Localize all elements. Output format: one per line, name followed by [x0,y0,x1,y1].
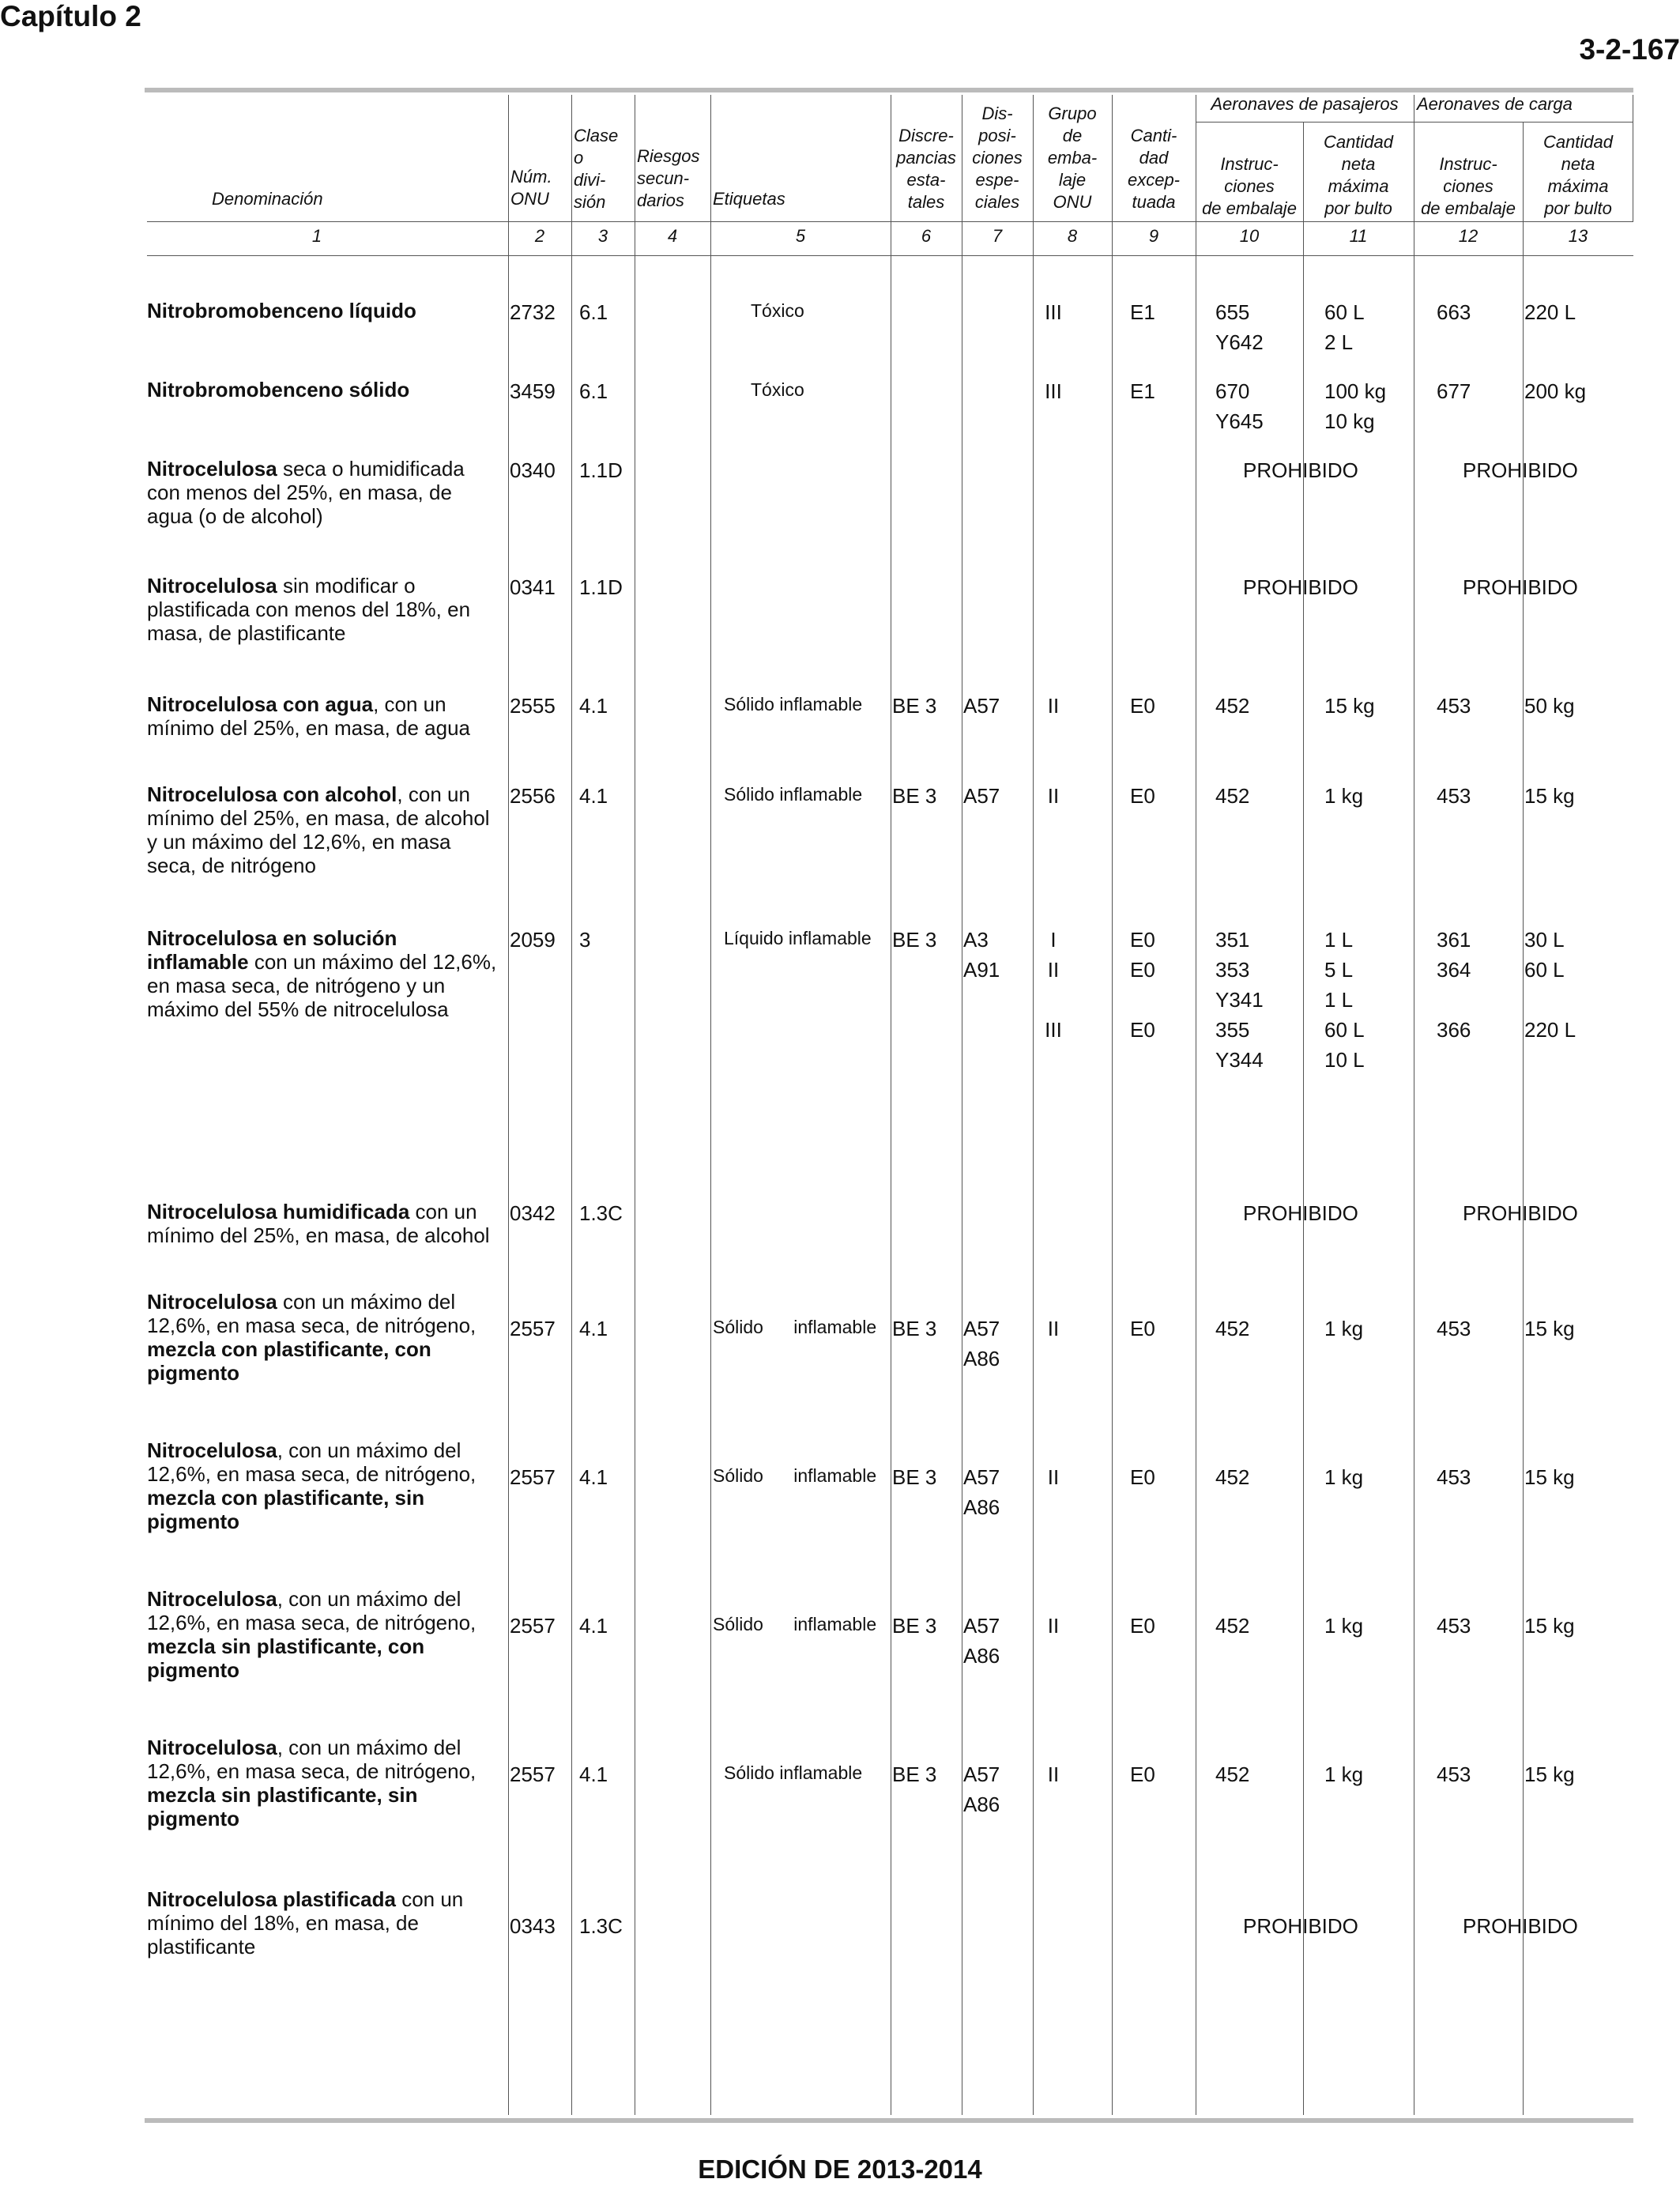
header-aeronaves-carga: Aeronaves de carga [1417,94,1573,114]
row-cantidad-carga-value: 15 kg [1524,1317,1575,1340]
column-number: 2 [534,226,545,246]
row-discrepancias: BE 3 [892,1465,937,1489]
row-disposiciones-value: A86 [963,1793,1000,1816]
row-cantidad-pasajeros [1324,1317,1363,1347]
row-cantidad-exceptuada-value: E0 [1130,784,1155,808]
row-disposiciones-value: A91 [963,958,1000,982]
row-clase: 3 [579,928,591,952]
row-instrucciones-pasajeros [1215,928,1264,1078]
row-discrepancias: BE 3 [892,1317,937,1340]
row-num-onu: 0342 [510,1201,556,1225]
row-cantidad-exceptuada-value: E1 [1130,300,1155,324]
header-discrepancias: Discre- pancias esta- tales [896,126,956,212]
denominacion-part: Nitrobromobenceno sólido [147,378,410,401]
row-clase: 4.1 [579,694,608,718]
row-disposiciones-value: A57 [963,1762,1000,1786]
row-cantidad-pasajeros-value: 1 L [1324,928,1354,952]
row-instrucciones-pasajeros-value: 670 [1215,379,1250,403]
row-instrucciones-carga-value: 453 [1437,1614,1471,1638]
row-cantidad-exceptuada [1130,928,1155,1048]
row-cantidad-pasajeros [1324,300,1365,360]
header-cantidad-carga: Cantidad neta máxima por bulto [1543,132,1614,218]
row-cantidad-pasajeros-value: 1 kg [1324,1614,1364,1638]
prohibido-pasajeros: PROHIBIDO [1243,458,1358,482]
row-grupo [1033,928,1074,1048]
denominacion-part: mezcla con plastificante, con pigmento [147,1337,431,1385]
col-divider [1303,122,1304,2115]
row-instrucciones-carga-value: 364 [1437,958,1471,982]
row-cantidad-exceptuada-value [1130,988,1155,1018]
row-grupo-value: III [1045,300,1062,324]
header-instrucciones-pasajeros: Instruc- ciones de embalaje [1202,154,1297,218]
column-number: 10 [1239,226,1260,246]
row-cantidad-carga [1524,694,1575,724]
row-clase: 6.1 [579,300,608,324]
prohibido-pasajeros: PROHIBIDO [1243,575,1358,599]
row-num-onu: 2556 [510,784,556,808]
header-aeronaves-pasajeros: Aeronaves de pasajeros [1211,94,1399,114]
col-divider [508,95,509,2115]
prohibido-pasajeros: PROHIBIDO [1243,1914,1358,1938]
row-cantidad-exceptuada [1130,379,1155,409]
edition-footer: EDICIÓN DE 2013-2014 [698,2154,982,2184]
header-num-onu: Núm. ONU [510,167,552,209]
denominacion-part: Nitrocelulosa en solución inflamable [147,926,397,974]
row-grupo-value: II [1047,958,1060,982]
bottom-rule [145,2118,1633,2123]
column-number: 4 [667,226,678,246]
row-denominacion [147,1736,503,1830]
row-cantidad-pasajeros-value: 10 L [1324,1048,1365,1072]
row-cantidad-pasajeros-value: 1 kg [1324,1465,1364,1489]
row-instrucciones-pasajeros-value: 452 [1215,1614,1250,1638]
row-cantidad-exceptuada-value: E0 [1130,1018,1155,1042]
row-disposiciones-value: A86 [963,1644,1000,1668]
header-instrucciones-carga: Instruc- ciones de embalaje [1421,154,1516,218]
row-disposiciones [963,784,1000,814]
row-instrucciones-carga-value: 453 [1437,1465,1471,1489]
row-cantidad-carga [1524,784,1575,814]
row-disposiciones-value: A57 [963,1614,1000,1638]
column-number: 7 [992,226,1003,246]
row-cantidad-carga-value: 220 L [1524,1018,1576,1042]
row-disposiciones [963,928,1000,988]
row-instrucciones-pasajeros [1215,784,1249,814]
column-number: 13 [1568,226,1588,246]
row-grupo-value: II [1047,784,1060,808]
row-disposiciones-value: A57 [963,784,1000,808]
row-instrucciones-carga [1437,379,1471,409]
row-cantidad-carga [1524,1762,1575,1793]
prohibido-carga: PROHIBIDO [1463,458,1578,482]
header-disposiciones: Dis- posi- ciones espe- ciales [972,104,1023,212]
row-grupo [1033,300,1074,330]
row-cantidad-exceptuada [1130,784,1155,814]
row-num-onu: 2557 [510,1317,556,1340]
row-instrucciones-carga [1437,1317,1471,1347]
row-grupo [1033,1762,1074,1793]
row-denominacion [147,926,503,1021]
group-divider [1196,122,1633,123]
header-clase: Clase o divi- sión [574,126,619,212]
row-cantidad-carga [1524,300,1576,330]
row-cantidad-pasajeros [1324,784,1363,814]
row-cantidad-exceptuada-value: E0 [1130,1762,1155,1786]
row-instrucciones-carga [1437,694,1471,724]
row-denominacion [147,457,503,528]
row-discrepancias: BE 3 [892,1614,937,1638]
row-grupo-value: II [1047,1762,1060,1786]
row-instrucciones-carga-value: 453 [1437,1317,1471,1340]
row-instrucciones-pasajeros-value: 353 [1215,958,1250,982]
row-etiquetas: Líquido inflamable [724,928,872,948]
row-instrucciones-carga [1437,928,1471,1048]
row-disposiciones-value: A57 [963,1465,1000,1489]
header-cantidad-pasajeros: Cantidad neta máxima por bulto [1323,132,1394,218]
row-instrucciones-pasajeros-value: Y344 [1215,1048,1264,1072]
denominacion-part: mezcla sin plastificante, sin pigmento [147,1783,418,1830]
row-instrucciones-pasajeros [1215,300,1264,360]
row-disposiciones [963,694,1000,724]
prohibido-carga: PROHIBIDO [1463,1914,1578,1938]
row-clase: 1.3C [579,1914,623,1938]
row-cantidad-exceptuada-value: E0 [1130,1317,1155,1340]
row-instrucciones-pasajeros-value: Y341 [1215,988,1264,1012]
top-rule [145,88,1633,92]
row-cantidad-pasajeros-value: 1 kg [1324,1317,1364,1340]
row-cantidad-pasajeros-value: 1 kg [1324,784,1364,808]
row-instrucciones-pasajeros-value: 452 [1215,694,1250,718]
row-instrucciones-carga-value [1437,988,1471,1018]
header-grupo: Grupo de emba- laje ONU [1047,104,1098,212]
row-clase: 6.1 [579,379,608,403]
row-instrucciones-carga [1437,1614,1471,1644]
row-clase: 1.1D [579,575,623,599]
row-grupo-value [1033,988,1074,1018]
row-num-onu: 0340 [510,458,556,482]
denominacion-part: Nitrocelulosa [147,1290,277,1314]
row-instrucciones-pasajeros-value: 452 [1215,1465,1250,1489]
row-cantidad-carga [1524,1614,1575,1644]
row-num-onu: 2732 [510,300,556,324]
row-denominacion [147,782,503,877]
prohibido-pasajeros: PROHIBIDO [1243,1201,1358,1225]
column-number: 3 [597,226,608,246]
row-clase: 4.1 [579,1762,608,1786]
row-grupo [1033,1317,1074,1347]
row-instrucciones-carga [1437,1465,1471,1495]
row-cantidad-pasajeros [1324,1465,1363,1495]
row-cantidad-exceptuada [1130,1465,1155,1495]
row-cantidad-exceptuada-value: E0 [1130,1614,1155,1638]
row-discrepancias: BE 3 [892,1762,937,1786]
denominacion-part: Nitrocelulosa plastificada [147,1887,396,1911]
row-cantidad-carga-value: 15 kg [1524,784,1575,808]
row-num-onu: 2557 [510,1762,556,1786]
chapter-title: Capítulo 2 [0,0,141,32]
row-instrucciones-carga-value: 453 [1437,1762,1471,1786]
row-instrucciones-pasajeros-value: 655 [1215,300,1250,324]
row-instrucciones-pasajeros [1215,1465,1249,1495]
row-grupo-value: II [1047,1614,1060,1638]
row-cantidad-pasajeros-value: 2 L [1324,330,1354,354]
row-etiquetas: Tóxico [751,379,804,400]
denominacion-part: Nitrocelulosa [147,1438,277,1462]
row-cantidad-exceptuada-value: E0 [1130,958,1155,982]
row-disposiciones [963,1762,1000,1823]
header-riesgos: Riesgos secun- darios [637,146,700,210]
denominacion-part: seca o humidificada con menos del 25%, en masa, de agua (o de alcohol) [147,457,465,528]
row-discrepancias: BE 3 [892,694,937,718]
row-disposiciones-value: A86 [963,1495,1000,1519]
column-number: 8 [1067,226,1078,246]
row-grupo-value: II [1047,1465,1060,1489]
row-clase: 4.1 [579,1465,608,1489]
denominacion-part: con un máximo del 12,6%, en masa seca, de nitrógeno, [147,1290,477,1337]
row-cantidad-pasajeros-value: 60 L [1324,300,1365,324]
denominacion-part: , con un máximo del 12,6%, en masa seca, de nitrógeno, [147,1587,477,1634]
row-num-onu: 2557 [510,1614,556,1638]
denominacion-part: con un mínimo del 25%, en masa, de alcohol [147,1200,490,1247]
row-etiquetas: Sólido inflamable [713,1614,877,1634]
row-etiquetas: Sólido inflamable [724,694,863,714]
row-cantidad-carga [1524,379,1586,409]
denominacion-part: Nitrocelulosa [147,457,277,481]
row-instrucciones-pasajeros-value: 452 [1215,1317,1250,1340]
row-cantidad-pasajeros-value: 15 kg [1324,694,1375,718]
row-cantidad-pasajeros-value: 10 kg [1324,409,1375,433]
row-cantidad-carga-value: 15 kg [1524,1465,1575,1489]
row-cantidad-carga-value: 15 kg [1524,1614,1575,1638]
row-etiquetas: Sólido inflamable [713,1465,877,1486]
row-cantidad-pasajeros [1324,1614,1363,1644]
row-cantidad-pasajeros-value: 5 L [1324,958,1354,982]
denominacion-part: , con un mínimo del 25%, en masa, de alcohol y un máximo del 12,6%, en masa seca, de nitrógeno [147,782,490,877]
row-instrucciones-pasajeros [1215,694,1249,724]
row-cantidad-pasajeros [1324,694,1375,724]
row-num-onu: 3459 [510,379,556,403]
denominacion-part: con un mínimo del 18%, en masa, de plastificante [147,1887,464,1958]
row-cantidad-exceptuada [1130,300,1155,330]
row-num-onu: 2059 [510,928,556,952]
row-num-onu: 2555 [510,694,556,718]
row-instrucciones-carga [1437,784,1471,814]
row-cantidad-exceptuada [1130,1614,1155,1644]
row-instrucciones-pasajeros [1215,379,1264,439]
row-denominacion [147,1887,503,1958]
col-divider [1523,122,1524,2115]
row-cantidad-pasajeros [1324,1762,1363,1793]
header-cantidad-exceptuada: Canti- dad excep- tuada [1127,126,1181,212]
row-instrucciones-carga-value: 366 [1437,1018,1471,1042]
row-cantidad-pasajeros-value: 1 L [1324,988,1354,1012]
row-instrucciones-pasajeros [1215,1614,1249,1644]
row-clase: 4.1 [579,1317,608,1340]
denominacion-part: mezcla con plastificante, sin pigmento [147,1486,425,1533]
row-cantidad-carga [1524,928,1576,1048]
row-instrucciones-pasajeros [1215,1317,1249,1347]
col-divider [710,95,711,2115]
row-grupo-value: II [1047,694,1060,718]
row-clase: 4.1 [579,1614,608,1638]
denominacion-part: Nitrocelulosa con agua [147,692,374,716]
row-instrucciones-pasajeros-value: 355 [1215,1018,1250,1042]
row-instrucciones-carga-value: 453 [1437,784,1471,808]
row-instrucciones-pasajeros-value: 452 [1215,1762,1250,1786]
column-number: 5 [795,226,806,246]
row-instrucciones-carga-value: 453 [1437,694,1471,718]
denominacion-part: , con un mínimo del 25%, en masa, de agua [147,692,471,740]
denominacion-part: , con un máximo del 12,6%, en masa seca, de nitrógeno, [147,1438,477,1486]
column-number: 9 [1148,226,1159,246]
column-number: 1 [311,226,322,246]
row-instrucciones-carga-value: 361 [1437,928,1471,952]
row-grupo-value: II [1047,1317,1060,1340]
row-disposiciones-value: A57 [963,694,1000,718]
row-disposiciones [963,1614,1000,1674]
denominacion-part: con un máximo del 12,6%, en masa seca, de nitrógeno y un máximo del 55% de nitrocelulosa [147,950,497,1021]
row-cantidad-exceptuada [1130,694,1155,724]
denominacion-part: Nitrocelulosa [147,574,277,598]
row-instrucciones-pasajeros-value: 351 [1215,928,1250,952]
row-num-onu: 2557 [510,1465,556,1489]
header-rule [147,221,1633,222]
denominacion-part: , con un máximo del 12,6%, en masa seca, de nitrógeno, [147,1736,477,1783]
row-instrucciones-pasajeros-value: 452 [1215,784,1250,808]
denominacion-part: Nitrocelulosa con alcohol [147,782,397,806]
row-clase: 1.3C [579,1201,623,1225]
row-grupo-value: III [1045,379,1062,403]
row-cantidad-carga-value: 30 L [1524,928,1565,952]
row-denominacion [147,574,503,645]
row-grupo [1033,694,1074,724]
row-grupo [1033,1465,1074,1495]
row-cantidad-carga [1524,1317,1575,1347]
row-discrepancias: BE 3 [892,928,937,952]
row-cantidad-pasajeros [1324,379,1386,439]
row-instrucciones-carga-value: 663 [1437,300,1471,324]
row-clase: 4.1 [579,784,608,808]
denominacion-part: Nitrocelulosa humidificada [147,1200,410,1223]
row-denominacion [147,1200,503,1247]
row-denominacion [147,1587,503,1682]
row-denominacion [147,378,503,401]
row-cantidad-exceptuada [1130,1762,1155,1793]
row-denominacion [147,1438,503,1533]
header-denominacion: Denominación [212,189,323,209]
row-etiquetas: Sólido inflamable [724,784,863,805]
denominacion-part: sin modificar o plastificada con menos del 18%, en masa, de plastificante [147,574,471,645]
col-divider [571,95,572,2115]
column-number: 11 [1349,226,1368,246]
row-cantidad-exceptuada [1130,1317,1155,1347]
row-cantidad-carga-value: 60 L [1524,958,1565,982]
row-instrucciones-pasajeros [1215,1762,1249,1793]
row-cantidad-carga-value: 200 kg [1524,379,1587,403]
row-clase: 1.1D [579,458,623,482]
row-instrucciones-carga [1437,300,1471,330]
row-cantidad-exceptuada-value: E0 [1130,694,1155,718]
column-number: 6 [921,226,932,246]
row-instrucciones-carga-value: 677 [1437,379,1471,403]
column-number: 12 [1458,226,1478,246]
row-num-onu: 0341 [510,575,556,599]
row-etiquetas: Tóxico [751,300,804,321]
denominacion-part: Nitrocelulosa [147,1736,277,1759]
row-num-onu: 0343 [510,1914,556,1938]
row-cantidad-pasajeros-value: 100 kg [1324,379,1387,403]
row-cantidad-carga-value: 220 L [1524,300,1576,324]
numbers-rule [147,255,1633,256]
row-cantidad-exceptuada-value: E0 [1130,928,1155,952]
row-etiquetas: Sólido inflamable [713,1317,877,1337]
row-grupo [1033,1614,1074,1644]
denominacion-part: mezcla sin plastificante, con pigmento [147,1634,425,1682]
row-grupo [1033,784,1074,814]
row-cantidad-pasajeros-value: 1 kg [1324,1762,1364,1786]
row-cantidad-carga-value [1524,988,1576,1018]
row-grupo-value: III [1045,1018,1062,1042]
row-instrucciones-carga [1437,1762,1471,1793]
denominacion-part: Nitrobromobenceno líquido [147,299,416,322]
denominacion-part: Nitrocelulosa [147,1587,277,1611]
row-discrepancias: BE 3 [892,784,937,808]
header-etiquetas: Etiquetas [713,189,785,209]
page-number: 3-2-167 [1579,33,1680,66]
row-grupo-value: I [1050,928,1057,952]
col-divider [1112,95,1113,2115]
row-instrucciones-pasajeros-value: Y642 [1215,330,1264,354]
row-cantidad-pasajeros-value: 60 L [1324,1018,1365,1042]
row-etiquetas: Sólido inflamable [724,1762,863,1783]
row-disposiciones [963,1465,1000,1525]
prohibido-carga: PROHIBIDO [1463,1201,1578,1225]
row-cantidad-carga-value: 50 kg [1524,694,1575,718]
row-cantidad-carga-value: 15 kg [1524,1762,1575,1786]
row-disposiciones-value: A57 [963,1317,1000,1340]
row-denominacion [147,692,503,740]
row-instrucciones-pasajeros-value: Y645 [1215,409,1264,433]
row-disposiciones-value: A3 [963,928,989,952]
row-cantidad-exceptuada-value: E0 [1130,1465,1155,1489]
prohibido-carga: PROHIBIDO [1463,575,1578,599]
row-denominacion [147,299,503,322]
row-cantidad-carga [1524,1465,1575,1495]
row-disposiciones-value: A86 [963,1347,1000,1370]
row-disposiciones [963,1317,1000,1377]
row-cantidad-exceptuada-value: E1 [1130,379,1155,403]
row-grupo [1033,379,1074,409]
row-cantidad-pasajeros [1324,928,1365,1078]
row-denominacion [147,1290,503,1385]
